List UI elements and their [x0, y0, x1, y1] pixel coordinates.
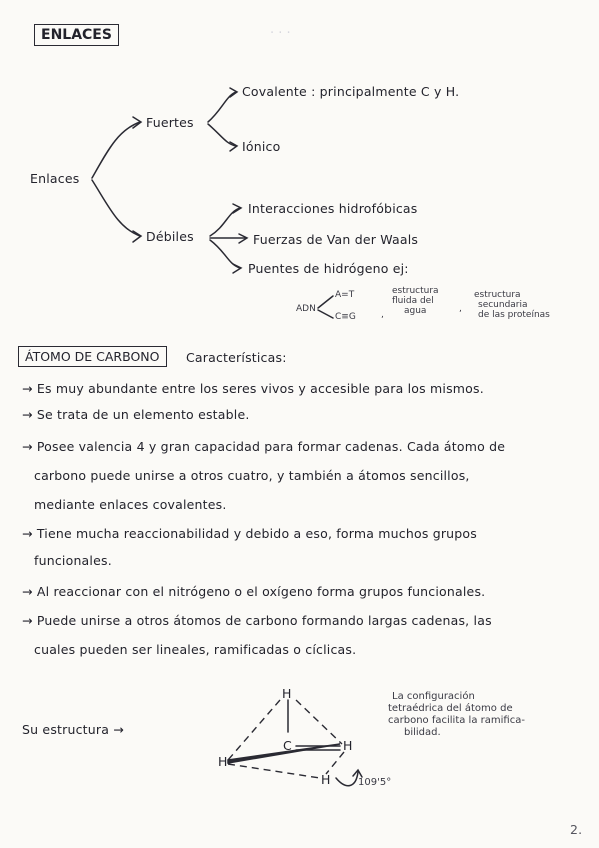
page-title: ENLACES	[34, 24, 119, 46]
bullet-6: → Puede unirse a otros átomos de carbono formando largas cadenas, las	[22, 613, 492, 628]
branch-root-debiles	[92, 180, 140, 236]
root-node: Enlaces	[30, 171, 80, 186]
node-ionico: Iónico	[242, 139, 281, 154]
node-debiles: Débiles	[146, 229, 194, 244]
example-agua-1: estructura	[392, 286, 439, 296]
example-proteinas-1: estructura	[474, 290, 521, 300]
example-agua-2: fluida del	[392, 296, 434, 306]
edge-top-right	[296, 700, 342, 744]
bullet-4: → Tiene mucha reaccionabilidad y debido a eso, forma muchos grupos	[22, 526, 477, 541]
separator-comma: ,	[381, 310, 384, 320]
pair-at: A=T	[335, 290, 355, 300]
adn-label: ADN	[296, 304, 316, 314]
note-line-4: bilidad.	[404, 727, 441, 738]
note-line-1: La configuración	[392, 691, 475, 702]
bullet-3-line-2: carbono puede unirse a otros cuatro, y también a átomos sencillos,	[34, 468, 470, 483]
section-heading: ÁTOMO DE CARBONO	[18, 346, 167, 367]
atom-h-bottom: H	[321, 772, 331, 787]
bullet-3: → Posee valencia 4 y gran capacidad para formar cadenas. Cada átomo de	[22, 439, 506, 454]
bullet-4-line-2: funcionales.	[34, 553, 112, 568]
edge-left-bottom	[228, 764, 320, 778]
bullet-6-line-2: cuales pueden ser lineales, ramificadas o cíclicas.	[34, 642, 357, 657]
atom-h-right: H	[343, 738, 353, 753]
arrow-head-ionico	[230, 142, 237, 151]
note-line-2: tetraédrica del átomo de	[388, 703, 513, 714]
atom-h-top: H	[282, 686, 292, 701]
node-puentes: Puentes de hidrógeno ej:	[248, 261, 409, 276]
branch-debiles-puentes	[210, 240, 240, 268]
arrow-head-puentes	[233, 264, 241, 273]
atom-c-center: C	[283, 738, 292, 753]
branch-root-fuertes	[92, 122, 140, 178]
node-van-der-waals: Fuerzas de Van der Waals	[253, 232, 419, 247]
edge-top-left	[228, 700, 280, 760]
adn-fork-top	[318, 296, 333, 308]
node-interacciones: Interacciones hidrofóbicas	[248, 201, 418, 216]
bullet-3-line-3: mediante enlaces covalentes.	[34, 497, 227, 512]
section-subheading: Características:	[186, 350, 287, 365]
bullet-5: → Al reaccionar con el nitrógeno o el oxígeno forma grupos funcionales.	[22, 584, 486, 599]
note-line-3: carbono facilita la ramifica-	[388, 715, 525, 726]
bond-angle: 109'5°	[358, 777, 392, 788]
bullet-1: → Es muy abundante entre los seres vivos y accesible para los mismos.	[22, 381, 484, 396]
structure-label: Su estructura →	[22, 722, 124, 737]
separator-comma-2: ,	[459, 304, 462, 314]
atom-h-left: H	[218, 754, 228, 769]
pair-cg: C≡G	[335, 312, 356, 322]
edge-right-bottom	[326, 752, 344, 774]
node-covalente: Covalente : principalmente C y H.	[242, 84, 460, 99]
node-fuertes: Fuertes	[146, 115, 194, 130]
adn-fork-bottom	[318, 310, 333, 318]
bullet-2: → Se trata de un elemento estable.	[22, 407, 250, 422]
example-proteinas-2: secundaria	[478, 300, 528, 310]
page-number: 2.	[570, 822, 583, 837]
example-proteinas-3: de las proteínas	[478, 310, 550, 320]
example-agua-3: agua	[404, 306, 427, 316]
bleed-through-text: · · ·	[270, 26, 291, 41]
